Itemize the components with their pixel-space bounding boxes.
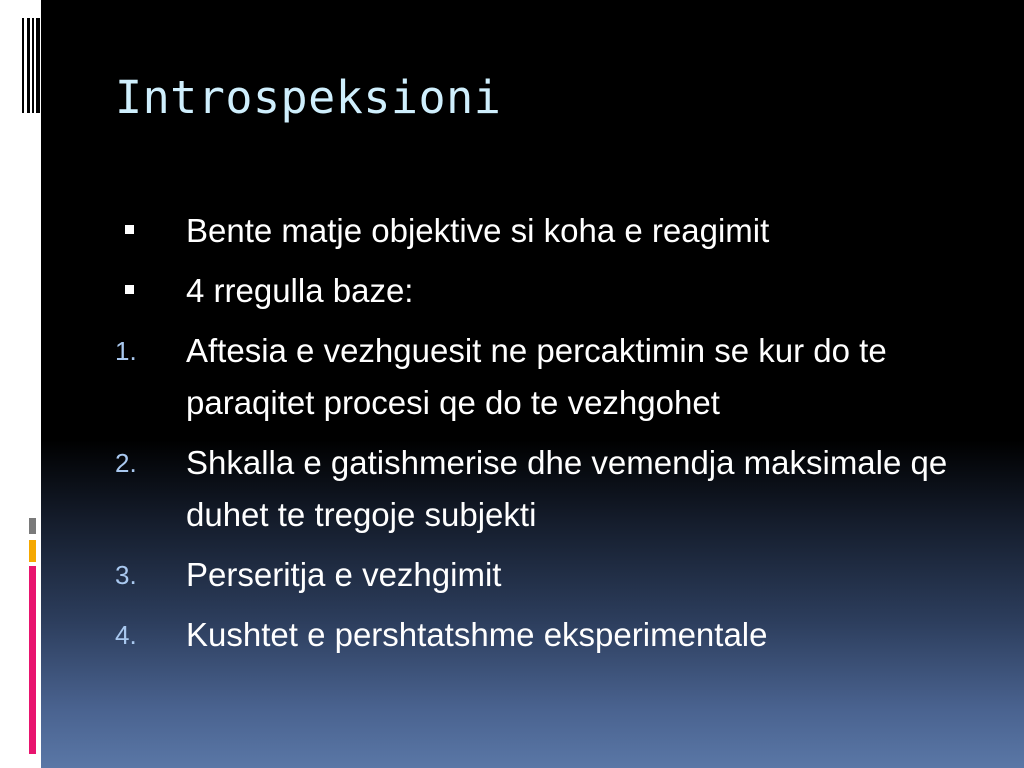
list-item: [115, 265, 975, 317]
list-item: [115, 549, 975, 601]
list-item-text: Perseritja e vezhgimit: [186, 556, 502, 593]
accent-orange-bar: [29, 540, 36, 562]
list-item-text: Shkalla e gatishmerise dhe vemendja maksimale qe duhet te tregoje subjekti: [186, 444, 948, 533]
slide-title: Introspeksioni: [115, 71, 502, 124]
accent-magenta-bar: [29, 566, 36, 754]
list-item: [115, 325, 975, 429]
list-item: [115, 205, 975, 257]
accent-gray-bar: [29, 518, 36, 534]
list-item-text: Aftesia e vezhguesit ne percaktimin se kur do te paraqitet procesi qe do te vezhgohet: [186, 332, 887, 421]
list-item-text: Bente matje objektive si koha e reagimit: [186, 212, 770, 249]
list-item: [115, 609, 975, 661]
list-item-text: Kushtet e pershtatshme eksperimentale: [186, 616, 768, 653]
list-item: [115, 437, 975, 541]
list-item-text: 4 rregulla baze:: [186, 272, 414, 309]
square-bullet-icon: [125, 225, 134, 234]
list-number: 3.: [115, 560, 137, 590]
top-line-decoration: [20, 18, 40, 113]
list-number: 2.: [115, 448, 137, 478]
list-number: 1.: [115, 336, 137, 366]
square-bullet-icon: [125, 285, 134, 294]
bullet-list: [115, 205, 975, 669]
list-number: 4.: [115, 620, 137, 650]
